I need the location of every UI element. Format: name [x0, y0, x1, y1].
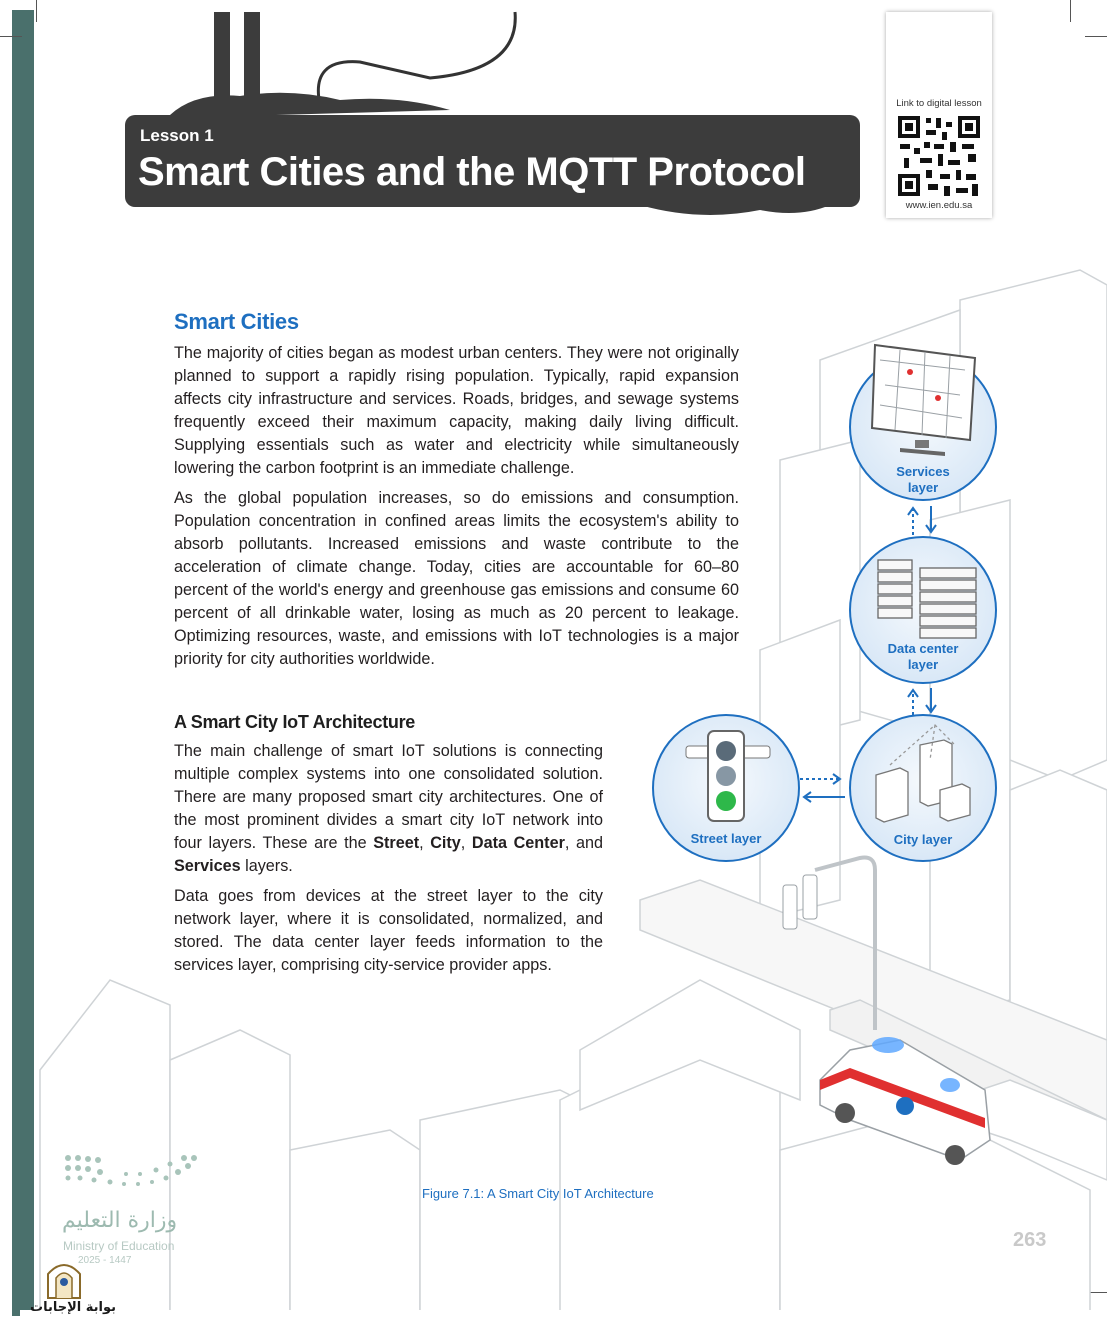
ministry-name-english: Ministry of Education	[63, 1239, 175, 1253]
lesson-title: Smart Cities and the MQTT Protocol	[138, 150, 806, 194]
term-services: Services	[174, 857, 241, 875]
data-center-layer-label-line1: Data center	[887, 641, 959, 656]
paragraph: As the global population increases, so do emissions and consumption. Population concentration in confined areas limits the ecosystem's ability to absorb pollutants. Increased emissions and waste contribute to the acceleration of climate change. Today, cities are accountable for 60–80 percent of the world's energy and greenhouse gas emissions and consume 60 percent of all drinkable water, losing as much as 20 percent to leakage. Optimizing resources, waste, and emissions with IoT technologies is a major priority for city authorities worldwide.	[174, 489, 739, 668]
figure-caption: Figure 7.1: A Smart City IoT Architecture	[422, 1186, 654, 1201]
text-run: , and	[564, 834, 603, 852]
services-layer-node	[850, 345, 996, 500]
section-heading-architecture: A Smart City IoT Architecture	[174, 712, 416, 732]
street-layer-label: Street layer	[690, 831, 762, 846]
text-run: layers.	[240, 857, 293, 875]
qr-label: Link to digital lesson	[896, 98, 982, 109]
text-run: ,	[419, 834, 431, 852]
paragraph: The majority of cities began as modest urban centers. They were not originally planned to support a rapidly rising population. Typically, rapid expansion affects city infrastructure and services. Roads, bridges, and sewage systems frequently exceed their maximum capacity, making daily living difficult. Supplying essentials such as water and electricity while simultaneously lowering the carbon footprint is an immediate challenge.	[174, 344, 739, 477]
text-run: ,	[460, 834, 472, 852]
paragraph: Data goes from devices at the street layer to the city network layer, where it is consolidated, normalized, and stored. The data center layer feeds information to the services layer, comprising city-service provider apps.	[174, 887, 603, 974]
term-data-center: Data Center	[471, 834, 565, 852]
section-heading-smart-cities: Smart Cities	[174, 309, 299, 334]
lesson-number: Lesson 1	[140, 126, 214, 145]
services-layer-label-line1: Services	[896, 464, 950, 479]
text-run: The main challenge of smart IoT solutions is connecting multiple complex systems into one consolidated solution. There are many proposed smart city architectures. One of the most prominent divides a smart city IoT network into four layers. These are the	[174, 742, 603, 852]
street-layer-node	[653, 715, 799, 861]
arrow-datacenter-city	[908, 688, 936, 715]
page-number: 263	[1013, 1229, 1047, 1251]
qr-url: www.ien.edu.sa	[905, 200, 973, 211]
term-street: Street	[373, 834, 420, 852]
answers-portal-text: بوابة الإجابات	[30, 1300, 116, 1315]
ministry-year: 2025 - 1447	[78, 1255, 132, 1266]
term-city: City	[430, 834, 461, 852]
data-center-layer-node	[850, 537, 996, 683]
data-center-layer-label-line2: layer	[907, 657, 939, 672]
arrow-street-city	[800, 774, 845, 802]
services-layer-label-line2: layer	[907, 480, 939, 495]
city-layer-node	[850, 715, 996, 861]
arrow-services-datacenter	[908, 506, 936, 535]
portal-logo-icon	[44, 1256, 84, 1300]
ministry-name-arabic: وزارة التعليم	[62, 1208, 178, 1233]
ministry-logo-dots	[60, 1150, 210, 1200]
city-layer-label: City layer	[893, 832, 953, 847]
